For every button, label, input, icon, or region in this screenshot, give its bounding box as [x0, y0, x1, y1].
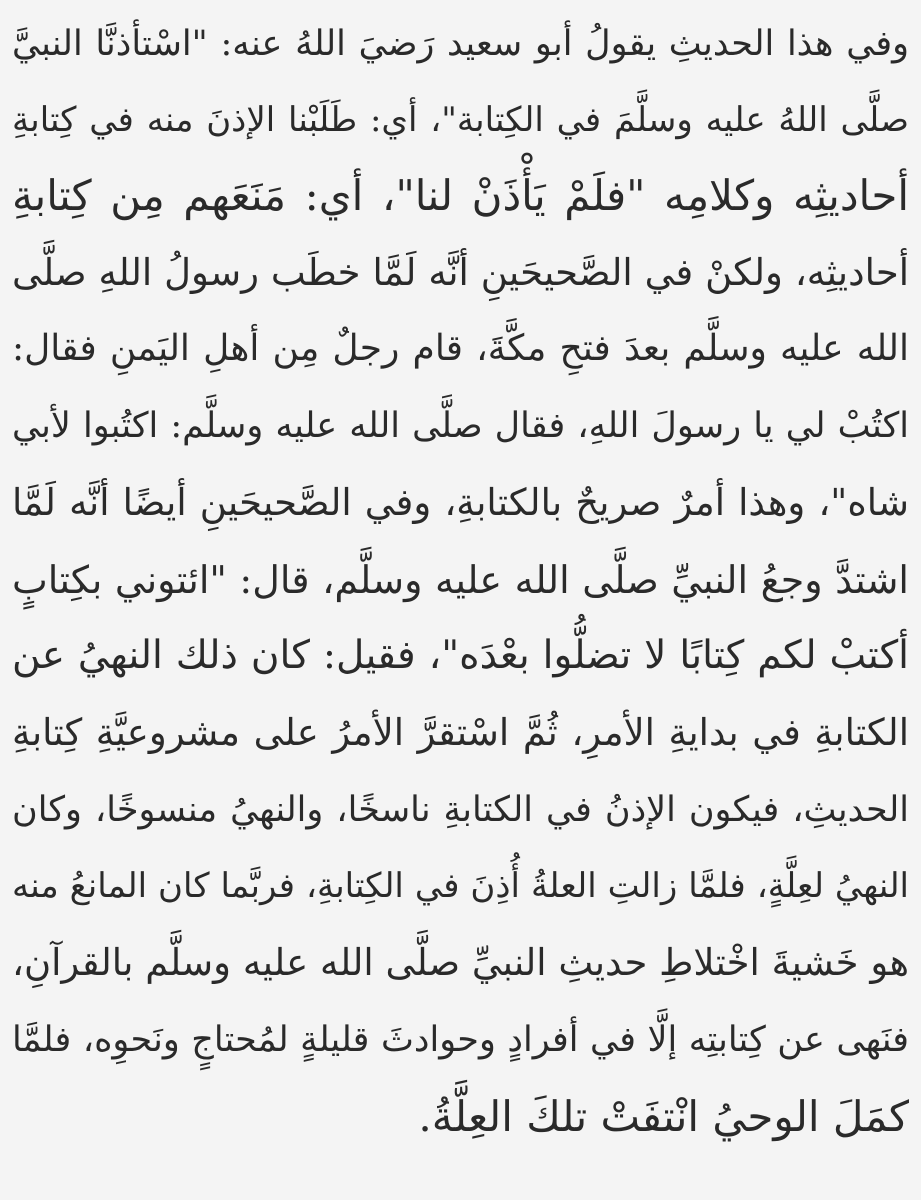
text-line-2: صلَّى اللهُ عليه وسلَّمَ في الكِتابة"، أي: طَلَبْنا الإذنَ منه في كِتابةِ: [12, 100, 909, 140]
text-line-8: اشتدَّ وجعُ النبيِّ صلَّى الله عليه وسلَّم، قال: "ائتوني بكِتابٍ: [12, 558, 909, 602]
text-line-13: هو خَشيةَ اخْتلاطِ حديثِ النبيِّ صلَّى الله عليه وسلَّم بالقرآنِ،: [12, 941, 909, 984]
text-line-9: أكتبْ لكم كِتابًا لا تضلُّوا بعْدَه"، فقيل: كان ذلك النهيُ عن: [12, 633, 909, 678]
text-line-6: اكتُبْ لي يا رسولَ اللهِ، فقال صلَّى الله عليه وسلَّم: اكتُبوا لأبي: [12, 406, 909, 446]
text-line-15: كمَلَ الوحيُ انْتفَتْ تلكَ العِلَّةُ.: [418, 1092, 909, 1141]
text-line-5: الله عليه وسلَّم بعدَ فتحِ مكَّةَ، قام رجلٌ مِن أهلِ اليَمنِ فقال:: [12, 328, 909, 369]
text-line-12: النهيُ لعِلَّةٍ، فلمَّا زالتِ العلةُ أُذِنَ في الكِتابةِ، فربَّما كان المانعُ منه: [12, 866, 909, 906]
text-line-1: وفي هذا الحديثِ يقولُ أبو سعيد رَضيَ اللهُ عنه: "اسْتأذنَّا النبيَّ: [12, 24, 909, 64]
text-line-14: فنَهى عن كِتابتِه إلَّا في أفرادٍ وحوادثَ قليلةٍ لمُحتاجٍ ونَحوِه، فلمَّا: [12, 1020, 909, 1060]
text-line-7: شاه"، وهذا أمرٌ صريحٌ بالكتابةِ، وفي الصَّحيحَينِ أيضًا أنَّه لَمَّا: [12, 481, 909, 524]
text-line-11: الحديثِ، فيكون الإذنُ في الكتابةِ ناسخًا، والنهيُ منسوخًا، وكان: [12, 790, 909, 830]
text-line-10: الكتابةِ في بدايةِ الأمرِ، ثُمَّ اسْتقرَّ الأمرُ على مشروعيَّةِ كِتابةِ: [12, 711, 909, 754]
text-line-4: أحاديثِه، ولكنْ في الصَّحيحَينِ أنَّه لَمَّا خطَب رسولُ اللهِ صلَّى: [12, 251, 909, 294]
text-line-3: أحاديثِه وكلامِه "فلَمْ يَأْذَنْ لنا"، أي: مَنَعَهم مِن كِتابةِ: [12, 171, 909, 220]
